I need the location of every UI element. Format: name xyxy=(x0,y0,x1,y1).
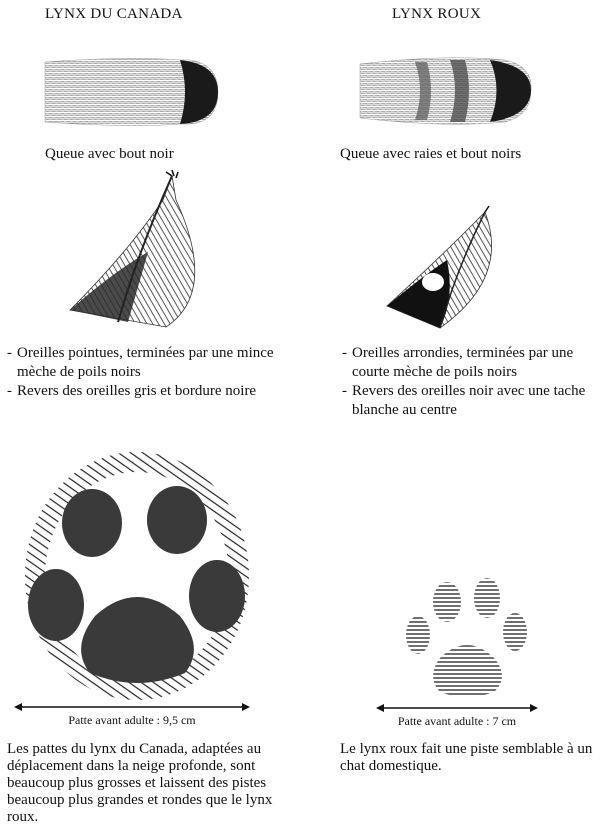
canada-lynx-paragraph: Les pattes du lynx du Canada, adaptées au déplacement dans la neige profonde, sont beaucoup plus grosses et laissent des pistes beaucoup plus grandes et rondes que le lynx roux. xyxy=(7,741,273,825)
canada-lynx-ear-illustration xyxy=(68,172,193,332)
bobcat-paragraph: Le lynx roux fait une piste semblable à un chat domestique. xyxy=(340,741,593,774)
canada-ear-note-2: - Revers des oreilles gris et bordure noire xyxy=(7,382,307,401)
bobcat-paw-measure-arrow xyxy=(376,702,538,714)
bobcat-ear-notes xyxy=(342,344,600,420)
column-title-canada-lynx: LYNX DU CANADA xyxy=(45,6,183,22)
bobcat-tail-illustration xyxy=(355,50,535,130)
bobcat-ear-illustration xyxy=(385,208,505,333)
canada-paw-measure-arrow xyxy=(14,701,250,713)
canada-lynx-tail-illustration xyxy=(40,52,225,132)
bobcat-tail-caption: Queue avec raies et bout noirs xyxy=(340,146,522,162)
bobcat-paw-measure-label: Patte avant adulte : 7 cm xyxy=(397,714,517,728)
canada-lynx-tail-caption: Queue avec bout noir xyxy=(45,146,174,162)
canada-lynx-paw-print xyxy=(20,448,255,703)
bobcat-ear-note-2: - Revers des oreilles noir avec une tache blanche au centre xyxy=(342,382,600,420)
column-title-bobcat: LYNX ROUX xyxy=(392,6,482,22)
bobcat-paw-print xyxy=(402,572,532,700)
bobcat-ear-note-1: - Oreilles arrondies, terminées par une courte mèche de poils noirs xyxy=(342,344,600,382)
canada-lynx-ear-notes xyxy=(7,344,307,401)
canada-ear-note-1: - Oreilles pointues, terminées par une mince mèche de poils noirs xyxy=(7,344,307,382)
canada-paw-measure-label: Patte avant adulte : 9,5 cm xyxy=(68,713,196,727)
